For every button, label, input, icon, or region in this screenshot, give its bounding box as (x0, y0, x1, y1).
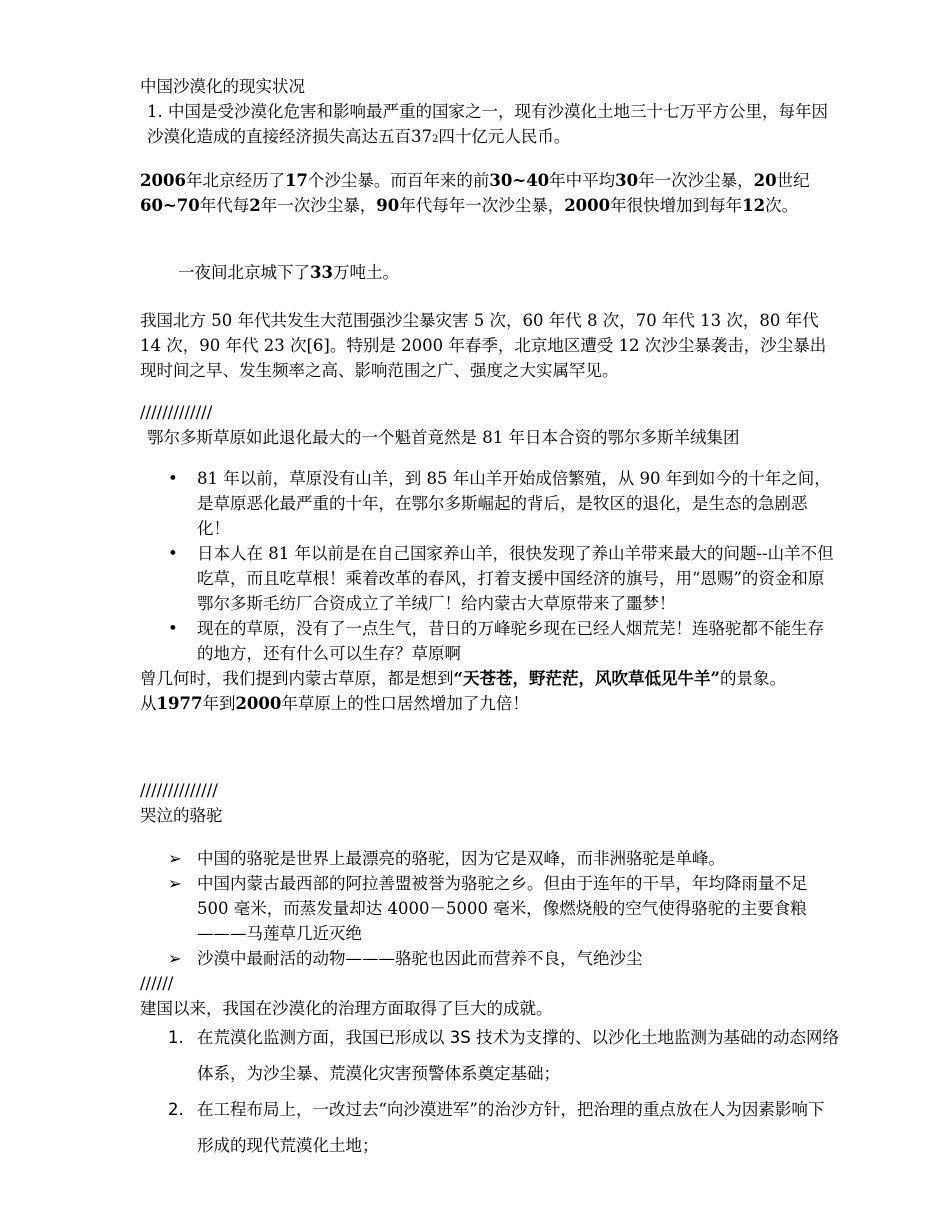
doc-title: 中国沙漠化的现实状况 (140, 77, 305, 96)
bullet-icon: • (168, 544, 178, 563)
camel-block (140, 778, 840, 828)
separator: ///////////// (140, 403, 213, 422)
list-number: 1. (168, 1028, 184, 1047)
storm-text: 年很快增加到每年 (610, 196, 743, 215)
storm-num: 30~40 (489, 171, 550, 190)
camel-heading: 哭泣的骆驼 (140, 806, 223, 825)
list-item (140, 616, 840, 666)
list-item-term: 3S (449, 1028, 471, 1047)
memory-quote: “天苍苍，野茫茫，风吹草低见牛羊” (453, 669, 720, 688)
list-item (140, 1020, 840, 1092)
bullet-list (140, 466, 840, 666)
list-item-text: 日本人在 81 年以前是在自己国家养山羊，很快发现了养山羊带来最大的问题--山羊不但吃草，而且吃草根！乘着改革的春风，打着支援中国经济的旗号，用“恩赐”的资金和原鄂尔多斯毛纺厂合资成立了羊绒厂！给内蒙古大草原带来了噩梦！ (197, 544, 834, 613)
list-item (140, 871, 840, 946)
arrow-bullet-icon: ➢ (168, 874, 182, 893)
livestock-num: 1977 (156, 694, 203, 713)
intro-number: 37 (411, 127, 432, 146)
storm-paragraph (140, 168, 840, 218)
bullet-icon: • (168, 619, 178, 638)
dust-paragraph (140, 260, 840, 285)
storm-text: 年北京经历了 (185, 171, 285, 190)
livestock-text: 年到 (202, 694, 236, 713)
storm-num: 20 (753, 171, 777, 190)
north-paragraph (140, 308, 840, 383)
storm-num: 90 (376, 196, 400, 215)
livestock-text: 年草原上的性口居然增加了九倍！ (281, 694, 529, 713)
storm-text: 次。 (765, 196, 799, 215)
arrow-bullet-icon: ➢ (168, 849, 182, 868)
storm-num: 60~70 (140, 196, 200, 215)
storm-num: 12 (742, 196, 766, 215)
livestock-text: 从 (140, 694, 157, 713)
list-item (140, 946, 840, 971)
list-item (140, 541, 840, 616)
storm-text: 世纪 (776, 171, 810, 190)
livestock-paragraph (140, 691, 840, 716)
storm-num: 2006 (140, 171, 186, 190)
bullet-list-block (140, 466, 840, 716)
achievement-heading: 建国以来，我国在沙漠化的治理方面取得了巨大的成就。 (140, 999, 553, 1018)
storm-num: 30 (615, 171, 639, 190)
storm-text: 个沙尘暴。而百年来的前 (307, 171, 490, 190)
memory-text: 的景象。 (719, 669, 786, 688)
list-item (140, 846, 840, 871)
livestock-num: 2000 (235, 694, 282, 713)
list-item-text: 中国的骆驼是世界上最漂亮的骆驼，因为它是双峰，而非洲骆驼是单峰。 (197, 849, 725, 868)
list-item-text: 在工程布局上，一改过去“向沙漠进军”的治沙方针，把治理的重点放在人为因素影响下形成的现代荒漠化土地； (197, 1100, 825, 1155)
storm-num: 2 (249, 196, 261, 215)
erdos-heading: 鄂尔多斯草原如此退化最大的一个魁首竟然是 81 年日本合资的鄂尔多斯羊绒集团 (147, 428, 740, 447)
camel-list (140, 846, 840, 971)
list-item (140, 466, 840, 541)
intro-paragraph (140, 99, 840, 152)
bullet-icon: • (168, 469, 178, 488)
storm-num: 2000 (564, 196, 611, 215)
memory-text: 曾几何时，我们提到内蒙古草原，都是想到 (140, 669, 454, 688)
storm-text: 年代每年一次沙尘暴， (399, 196, 565, 215)
memory-paragraph (140, 666, 840, 691)
storm-text: 年一次沙尘暴， (638, 171, 754, 190)
list-item (140, 1092, 840, 1164)
numbered-list (140, 1020, 840, 1164)
arrow-bullet-icon: ➢ (168, 949, 182, 968)
separator: ////// (140, 974, 174, 993)
dust-text: 一夜间北京城下了 (178, 263, 310, 282)
storm-text: 年代每 (199, 196, 250, 215)
list-item-text: 在荒漠化监测方面，我国已形成以 (197, 1028, 450, 1047)
title-block (140, 74, 840, 152)
erdos-block (140, 400, 840, 450)
list-number: 2. (168, 1100, 184, 1119)
list-item-text: 现在的草原，没有了一点生气，昔日的万峰驼乡现在已经人烟荒芜！连骆驼都不能生存的地方，还有什么可以生存？草原啊 (197, 619, 824, 663)
intro-subscript: 2 (432, 134, 439, 145)
intro-text: 1. 中国是受沙漠化危害和影响最严重的国家之一，现有沙漠化土地三十七万平方公里，每年因沙漠化造成的直接经济损失高达五百 (147, 102, 828, 146)
north-text: 我国北方 50 年代共发生大范围强沙尘暴灾害 5 次，60 年代 8 次，70 年代 13 次，80 年代 14 次，90 年代 23 次[6]。特别是 2000 年春季，北京地区遭受 12 次沙尘暴袭击，沙尘暴出现时间之早、发生频率之高、影响范围之广、强度之大实属罕见。 (140, 311, 827, 380)
dust-num: 33 (310, 263, 333, 282)
list-item-text: 81 年以前，草原没有山羊，到 85 年山羊开始成倍繁殖，从 90 年到如今的十年之间，是草原恶化最严重的十年，在鄂尔多斯崛起的背后，是牧区的退化，是生态的急剧恶化！ (197, 469, 831, 538)
list-item-text: 中国内蒙古最西部的阿拉善盟被誉为骆驼之乡。但由于连年的干旱，年均降雨量不足 500 毫米，而蒸发量却达 4000－5000 毫米，像燃烧般的空气使得骆驼的主要食粮———马莲草几近灭绝 (197, 874, 808, 943)
list-item-text: 技术为支撑的、以沙化土地监测为基础的动态网络体系，为沙尘暴、荒漠化灾害预警体系奠定基础； (197, 1028, 839, 1083)
storm-text: 年中平均 (549, 171, 616, 190)
numbered-list-block (140, 1020, 840, 1164)
list-item-text: 沙漠中最耐活的动物———骆驼也因此而营养不良，气绝沙尘 (197, 949, 643, 968)
separator: ////////////// (140, 781, 218, 800)
storm-num: 17 (284, 171, 308, 190)
intro-tail: 四十亿元人民币。 (438, 127, 571, 146)
camel-list-block (140, 846, 840, 1021)
dust-text: 万吨土。 (332, 263, 399, 282)
storm-text: 年一次沙尘暴， (260, 196, 377, 215)
